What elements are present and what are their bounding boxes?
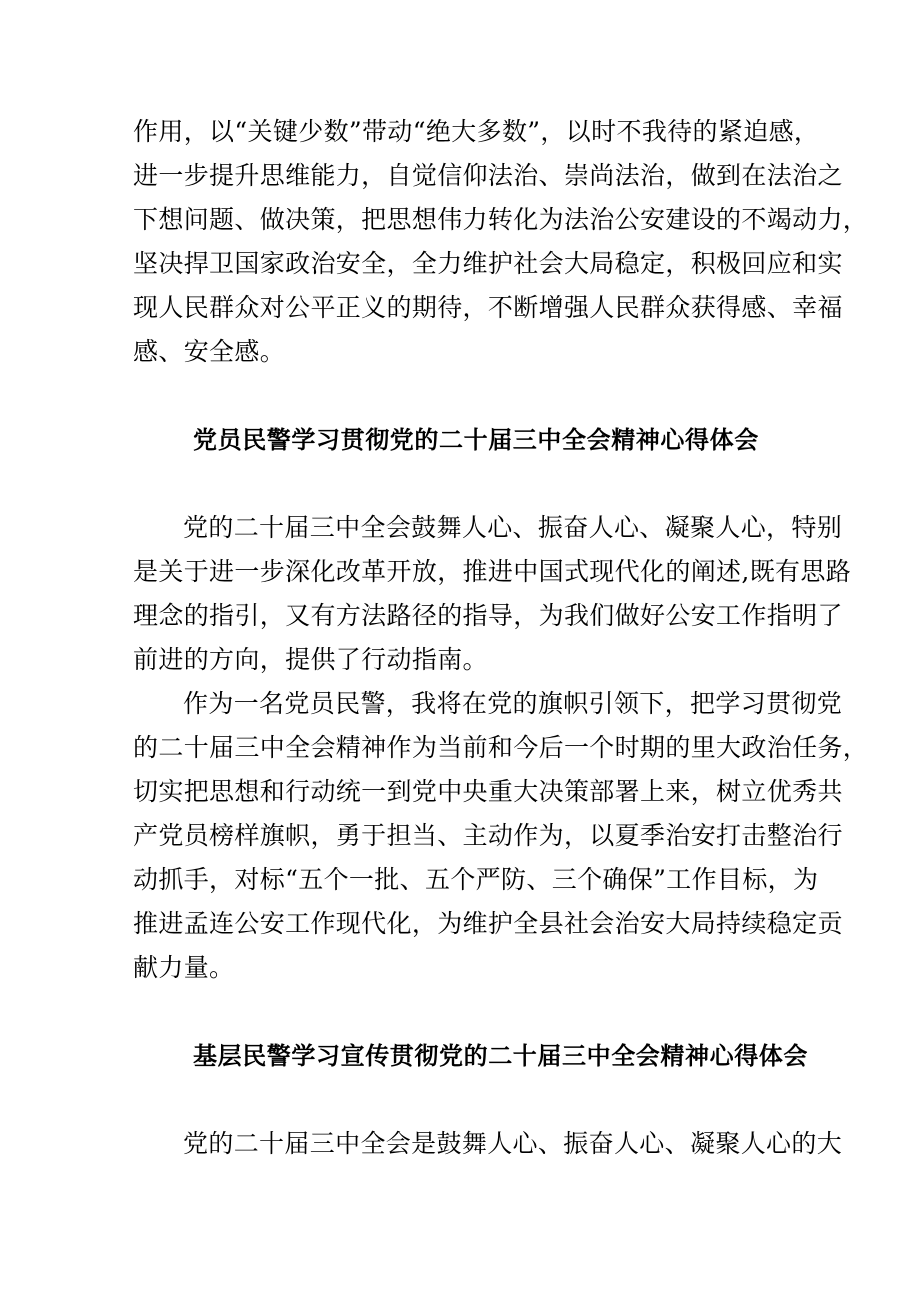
paragraph-line: 下想问题、做决策，把思想伟力转化为法治公安建设的不竭动力， — [133, 205, 869, 234]
paragraph-line: 切实把思想和行动统一到党中央重大决策部署上来，树立优秀共 — [133, 777, 843, 806]
paragraph-line: 献力量。 — [133, 953, 235, 982]
paragraph-line: 的二十届三中全会精神作为当前和今后一个时期的里大政治任务， — [133, 733, 869, 762]
paragraph-line: 产党员榜样旗帜，勇于担当、主动作为，以夏季治安打击整治行 — [133, 821, 843, 850]
paragraph-line: 感、安全感。 — [133, 337, 286, 366]
paragraph-line: 作用，以“关键少数”带动“绝大多数”，以时不我待的紧迫感， — [133, 117, 820, 146]
paragraph-line: 推进孟连公安工作现代化，为维护全县社会治安大局持续稳定贡 — [133, 909, 843, 938]
paragraph-line: 现人民群众对公平正义的期待，不断增强人民群众获得感、幸福 — [133, 293, 843, 322]
paragraph-line: 是关于进一步深化改革开放，推进中国式现代化的阐述,既有思路 — [133, 557, 852, 586]
paragraph-line: 进一步提升思维能力，自觉信仰法治、崇尚法治，做到在法治之 — [133, 161, 843, 190]
paragraph-line: 动抓手，对标“五个一批、五个严防、三个确保”工作目标，为 — [133, 865, 819, 894]
paragraph-line: 前进的方向，提供了行动指南。 — [133, 645, 488, 674]
paragraph-line: 党的二十届三中全会鼓舞人心、振奋人心、凝聚人心，特别 — [183, 513, 843, 542]
paragraph-line: 作为一名党员民警，我将在党的旗帜引领下，把学习贯彻党 — [183, 689, 843, 718]
paragraph-line: 理念的指引，又有方法路径的指导，为我们做好公安工作指明了 — [133, 601, 843, 630]
section-heading: 党员民警学习贯彻党的二十届三中全会精神心得体会 — [193, 425, 759, 454]
paragraph-line: 坚决捍卫国家政治安全，全力维护社会大局稳定，积极回应和实 — [133, 249, 843, 278]
section-heading: 基层民警学习宣传贯彻党的二十届三中全会精神心得体会 — [193, 1041, 808, 1070]
paragraph-line: 党的二十届三中全会是鼓舞人心、振奋人心、凝聚人心的大 — [183, 1129, 843, 1158]
